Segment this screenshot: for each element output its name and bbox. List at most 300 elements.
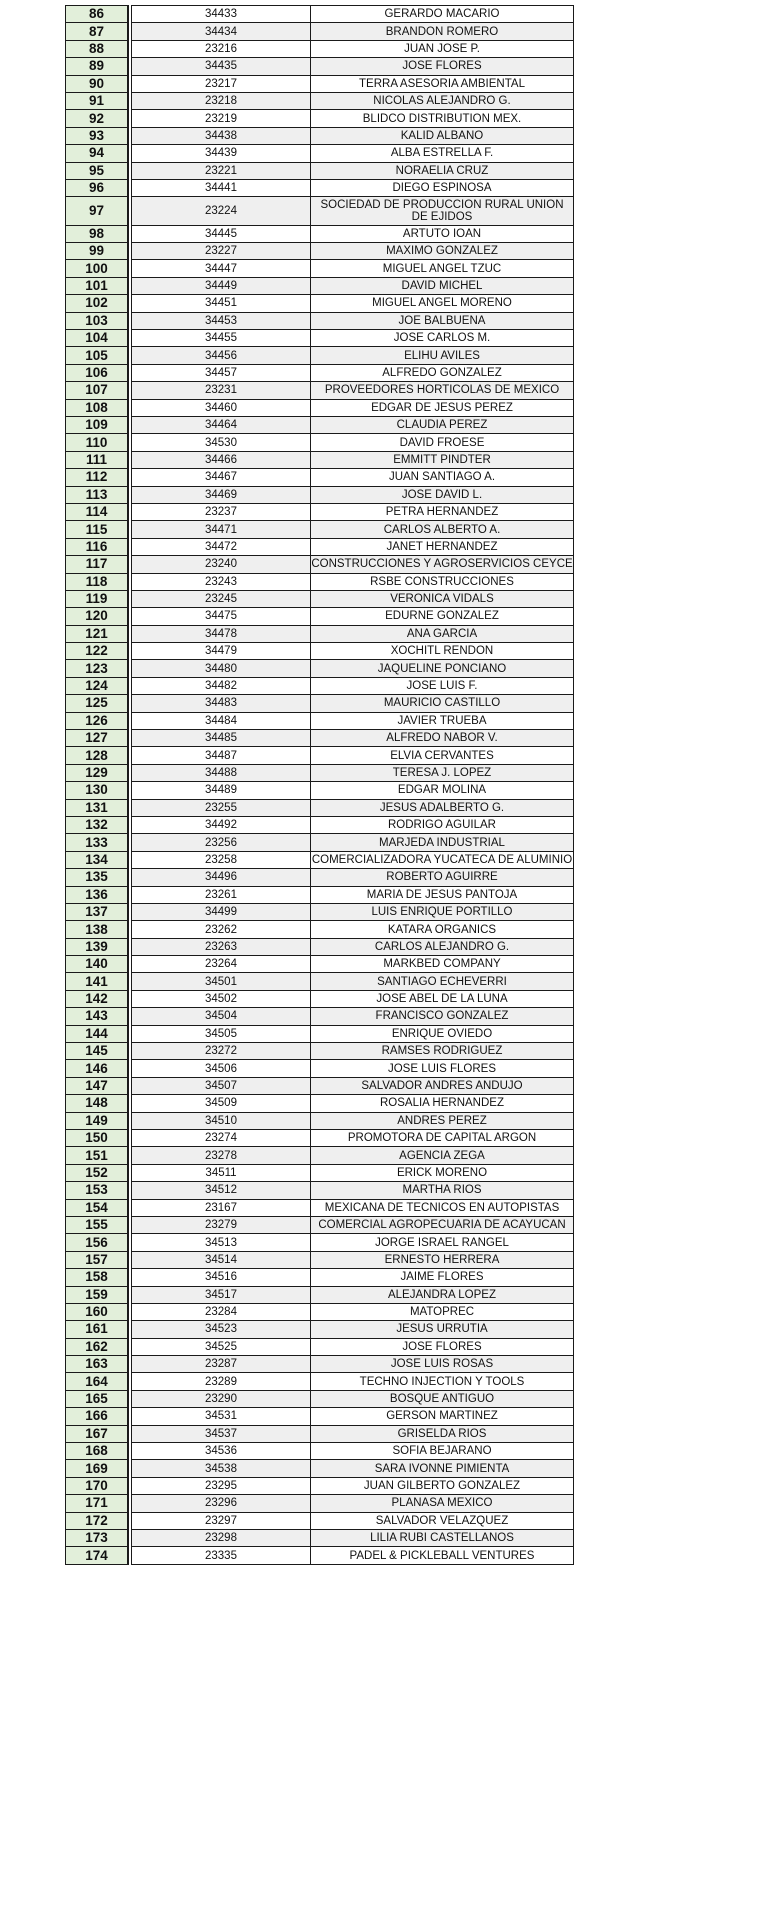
table-row xyxy=(66,277,574,294)
row-number-cell: 136 xyxy=(66,886,129,903)
name-cell: JESUS ADALBERTO G. xyxy=(311,799,574,816)
row-number-cell: 151 xyxy=(66,1147,129,1164)
row-number-cell: 120 xyxy=(66,608,129,625)
code-cell: 34475 xyxy=(132,608,311,625)
name-cell: MAURICIO CASTILLO xyxy=(311,695,574,712)
table-row xyxy=(66,573,574,590)
table-row xyxy=(66,1443,574,1460)
name-cell: MARTHA RIOS xyxy=(311,1182,574,1199)
row-number-cell: 92 xyxy=(66,110,129,127)
name-cell: JUAN GILBERTO GONZALEZ xyxy=(311,1477,574,1494)
row-number-cell: 155 xyxy=(66,1216,129,1233)
code-cell: 34516 xyxy=(132,1269,311,1286)
code-cell: 23221 xyxy=(132,162,311,179)
name-cell: EDGAR DE JESUS PEREZ xyxy=(311,399,574,416)
name-cell: CLAUDIA PEREZ xyxy=(311,416,574,433)
table-row xyxy=(66,23,574,40)
code-cell: 34451 xyxy=(132,295,311,312)
table-row xyxy=(66,145,574,162)
row-number-cell: 110 xyxy=(66,434,129,451)
name-cell: ANA GARCIA xyxy=(311,625,574,642)
row-number-cell: 109 xyxy=(66,416,129,433)
name-cell: JAVIER TRUEBA xyxy=(311,712,574,729)
row-number-cell: 121 xyxy=(66,625,129,642)
table-row xyxy=(66,1251,574,1268)
table-row xyxy=(66,162,574,179)
table-row xyxy=(66,538,574,555)
table-row xyxy=(66,973,574,990)
name-cell: MARIA DE JESUS PANTOJA xyxy=(311,886,574,903)
row-number-cell: 105 xyxy=(66,347,129,364)
name-cell: LUIS ENRIQUE PORTILLO xyxy=(311,903,574,920)
row-number-cell: 119 xyxy=(66,590,129,607)
row-number-cell: 87 xyxy=(66,23,129,40)
table-row xyxy=(66,197,574,225)
table-row xyxy=(66,764,574,781)
table-row xyxy=(66,347,574,364)
code-cell: 23217 xyxy=(132,75,311,92)
table-row xyxy=(66,260,574,277)
name-cell: JOSE LUIS FLORES xyxy=(311,1060,574,1077)
code-cell: 34435 xyxy=(132,58,311,75)
row-number-cell: 126 xyxy=(66,712,129,729)
code-cell: 34512 xyxy=(132,1182,311,1199)
name-cell: PLANASA MEXICO xyxy=(311,1495,574,1512)
name-cell: SANTIAGO ECHEVERRI xyxy=(311,973,574,990)
code-cell: 34456 xyxy=(132,347,311,364)
name-cell: DAVID MICHEL xyxy=(311,277,574,294)
row-number-cell: 168 xyxy=(66,1443,129,1460)
table-row xyxy=(66,521,574,538)
table-row xyxy=(66,1147,574,1164)
table-row xyxy=(66,1025,574,1042)
row-number-cell: 115 xyxy=(66,521,129,538)
row-number-cell: 170 xyxy=(66,1477,129,1494)
name-cell: PADEL & PICKLEBALL VENTURES xyxy=(311,1547,574,1564)
name-cell: ALBA ESTRELLA F. xyxy=(311,145,574,162)
code-cell: 23287 xyxy=(132,1356,311,1373)
code-cell: 23231 xyxy=(132,382,311,399)
code-cell: 23278 xyxy=(132,1147,311,1164)
row-number-cell: 161 xyxy=(66,1321,129,1338)
participants-table xyxy=(65,5,574,1565)
table-row xyxy=(66,1390,574,1407)
row-number-cell: 91 xyxy=(66,92,129,109)
table-row xyxy=(66,40,574,57)
name-cell: JORGE ISRAEL RANGEL xyxy=(311,1234,574,1251)
row-number-cell: 114 xyxy=(66,503,129,520)
code-cell: 23279 xyxy=(132,1216,311,1233)
row-number-cell: 139 xyxy=(66,938,129,955)
code-cell: 34505 xyxy=(132,1025,311,1042)
row-number-cell: 107 xyxy=(66,382,129,399)
table-row xyxy=(66,1495,574,1512)
code-cell: 23263 xyxy=(132,938,311,955)
code-cell: 34433 xyxy=(132,6,311,23)
table-row xyxy=(66,625,574,642)
table-row xyxy=(66,486,574,503)
name-cell: MEXICANA DE TECNICOS EN AUTOPISTAS xyxy=(311,1199,574,1216)
code-cell: 34489 xyxy=(132,782,311,799)
row-number-cell: 157 xyxy=(66,1251,129,1268)
row-number-cell: 113 xyxy=(66,486,129,503)
row-number-cell: 133 xyxy=(66,834,129,851)
table-row xyxy=(66,816,574,833)
code-cell: 34482 xyxy=(132,677,311,694)
code-cell: 23216 xyxy=(132,40,311,57)
name-cell: ELIHU AVILES xyxy=(311,347,574,364)
row-number-cell: 132 xyxy=(66,816,129,833)
table-row xyxy=(66,1460,574,1477)
row-number-cell: 162 xyxy=(66,1338,129,1355)
table-row xyxy=(66,434,574,451)
name-cell: ALEJANDRA LOPEZ xyxy=(311,1286,574,1303)
table-row xyxy=(66,1182,574,1199)
code-cell: 34464 xyxy=(132,416,311,433)
table-row xyxy=(66,330,574,347)
code-cell: 34506 xyxy=(132,1060,311,1077)
name-cell: BOSQUE ANTIGUO xyxy=(311,1390,574,1407)
name-cell: ALFREDO GONZALEZ xyxy=(311,364,574,381)
name-cell: JAQUELINE PONCIANO xyxy=(311,660,574,677)
name-cell: PROMOTORA DE CAPITAL ARGON xyxy=(311,1130,574,1147)
name-cell: RODRIGO AGUILAR xyxy=(311,816,574,833)
code-cell: 34441 xyxy=(132,179,311,196)
name-cell: JOSE ABEL DE LA LUNA xyxy=(311,990,574,1007)
code-cell: 34439 xyxy=(132,145,311,162)
table-row xyxy=(66,312,574,329)
row-number-cell: 118 xyxy=(66,573,129,590)
table-row xyxy=(66,110,574,127)
row-number-cell: 111 xyxy=(66,451,129,468)
code-cell: 34530 xyxy=(132,434,311,451)
name-cell: ELVIA CERVANTES xyxy=(311,747,574,764)
code-cell: 34457 xyxy=(132,364,311,381)
row-number-cell: 172 xyxy=(66,1512,129,1529)
row-number-cell: 167 xyxy=(66,1425,129,1442)
code-cell: 34514 xyxy=(132,1251,311,1268)
code-cell: 34479 xyxy=(132,643,311,660)
code-cell: 34525 xyxy=(132,1338,311,1355)
row-number-cell: 98 xyxy=(66,225,129,242)
row-number-cell: 122 xyxy=(66,643,129,660)
name-cell: MARKBED COMPANY xyxy=(311,956,574,973)
name-cell: JANET HERNANDEZ xyxy=(311,538,574,555)
row-number-cell: 95 xyxy=(66,162,129,179)
table-row xyxy=(66,1425,574,1442)
row-number-cell: 108 xyxy=(66,399,129,416)
code-cell: 34513 xyxy=(132,1234,311,1251)
name-cell: COMERCIALIZADORA YUCATECA DE ALUMINIO xyxy=(311,851,574,868)
table-row xyxy=(66,399,574,416)
table-row xyxy=(66,1043,574,1060)
name-cell: PROVEEDORES HORTICOLAS DE MEXICO xyxy=(311,382,574,399)
name-cell: MATOPREC xyxy=(311,1303,574,1320)
code-cell: 34523 xyxy=(132,1321,311,1338)
table-row xyxy=(66,364,574,381)
name-cell: JOSE DAVID L. xyxy=(311,486,574,503)
code-cell: 34537 xyxy=(132,1425,311,1442)
row-number-cell: 147 xyxy=(66,1077,129,1094)
row-number-cell: 104 xyxy=(66,330,129,347)
code-cell: 34501 xyxy=(132,973,311,990)
name-cell: TERRA ASESORIA AMBIENTAL xyxy=(311,75,574,92)
name-cell: ROSALIA HERNANDEZ xyxy=(311,1095,574,1112)
row-number-cell: 86 xyxy=(66,6,129,23)
name-cell: DAVID FROESE xyxy=(311,434,574,451)
code-cell: 34492 xyxy=(132,816,311,833)
name-cell: SALVADOR ANDRES ANDUJO xyxy=(311,1077,574,1094)
row-number-cell: 153 xyxy=(66,1182,129,1199)
row-number-cell: 125 xyxy=(66,695,129,712)
name-cell: JOSE LUIS ROSAS xyxy=(311,1356,574,1373)
table-row xyxy=(66,1547,574,1564)
code-cell: 23245 xyxy=(132,590,311,607)
name-cell: EDURNE GONZALEZ xyxy=(311,608,574,625)
table-row xyxy=(66,1338,574,1355)
code-cell: 23290 xyxy=(132,1390,311,1407)
row-number-cell: 123 xyxy=(66,660,129,677)
code-cell: 34466 xyxy=(132,451,311,468)
name-cell: NICOLAS ALEJANDRO G. xyxy=(311,92,574,109)
code-cell: 23240 xyxy=(132,556,311,573)
row-number-cell: 135 xyxy=(66,869,129,886)
table-row xyxy=(66,1077,574,1094)
name-cell: ERICK MORENO xyxy=(311,1164,574,1181)
table-row xyxy=(66,799,574,816)
code-cell: 34455 xyxy=(132,330,311,347)
code-cell: 23335 xyxy=(132,1547,311,1564)
code-cell: 34502 xyxy=(132,990,311,1007)
participants-table-body xyxy=(66,6,574,1565)
row-number-cell: 127 xyxy=(66,730,129,747)
row-number-cell: 171 xyxy=(66,1495,129,1512)
table-row xyxy=(66,643,574,660)
name-cell: NORAELIA CRUZ xyxy=(311,162,574,179)
row-number-cell: 124 xyxy=(66,677,129,694)
name-cell: CARLOS ALEJANDRO G. xyxy=(311,938,574,955)
code-cell: 34510 xyxy=(132,1112,311,1129)
name-cell: GERARDO MACARIO xyxy=(311,6,574,23)
name-cell: ROBERTO AGUIRRE xyxy=(311,869,574,886)
table-row xyxy=(66,1477,574,1494)
table-row xyxy=(66,712,574,729)
name-cell: VERONICA VIDALS xyxy=(311,590,574,607)
name-cell: SALVADOR VELAZQUEZ xyxy=(311,1512,574,1529)
name-cell: GRISELDA RIOS xyxy=(311,1425,574,1442)
name-cell: COMERCIAL AGROPECUARIA DE ACAYUCAN xyxy=(311,1216,574,1233)
table-row xyxy=(66,782,574,799)
row-number-cell: 160 xyxy=(66,1303,129,1320)
name-cell: MIGUEL ANGEL TZUC xyxy=(311,260,574,277)
row-number-cell: 143 xyxy=(66,1008,129,1025)
table-row xyxy=(66,590,574,607)
code-cell: 34438 xyxy=(132,127,311,144)
row-number-cell: 159 xyxy=(66,1286,129,1303)
row-number-cell: 129 xyxy=(66,764,129,781)
code-cell: 34449 xyxy=(132,277,311,294)
table-row xyxy=(66,1130,574,1147)
table-row xyxy=(66,243,574,260)
name-cell: MAXIMO GONZALEZ xyxy=(311,243,574,260)
code-cell: 34472 xyxy=(132,538,311,555)
row-number-cell: 131 xyxy=(66,799,129,816)
code-cell: 34536 xyxy=(132,1443,311,1460)
row-number-cell: 106 xyxy=(66,364,129,381)
row-number-cell: 93 xyxy=(66,127,129,144)
name-cell: DIEGO ESPINOSA xyxy=(311,179,574,196)
code-cell: 23262 xyxy=(132,921,311,938)
name-cell: AGENCIA ZEGA xyxy=(311,1147,574,1164)
name-cell: MIGUEL ANGEL MORENO xyxy=(311,295,574,312)
code-cell: 34469 xyxy=(132,486,311,503)
name-cell: ARTUTO IOAN xyxy=(311,225,574,242)
row-number-cell: 140 xyxy=(66,956,129,973)
code-cell: 23255 xyxy=(132,799,311,816)
code-cell: 23227 xyxy=(132,243,311,260)
row-number-cell: 142 xyxy=(66,990,129,1007)
code-cell: 23218 xyxy=(132,92,311,109)
table-row xyxy=(66,1269,574,1286)
code-cell: 23296 xyxy=(132,1495,311,1512)
code-cell: 23219 xyxy=(132,110,311,127)
row-number-cell: 146 xyxy=(66,1060,129,1077)
row-number-cell: 112 xyxy=(66,469,129,486)
table-row xyxy=(66,469,574,486)
table-row xyxy=(66,660,574,677)
table-row xyxy=(66,886,574,903)
table-row xyxy=(66,1529,574,1546)
table-row xyxy=(66,990,574,1007)
code-cell: 23274 xyxy=(132,1130,311,1147)
table-row xyxy=(66,1286,574,1303)
table-row xyxy=(66,938,574,955)
name-cell: CONSTRUCCIONES Y AGROSERVICIOS CEYCE xyxy=(311,556,574,573)
name-cell: CARLOS ALBERTO A. xyxy=(311,521,574,538)
table-row xyxy=(66,1060,574,1077)
row-number-cell: 94 xyxy=(66,145,129,162)
code-cell: 34517 xyxy=(132,1286,311,1303)
name-cell: JUAN JOSE P. xyxy=(311,40,574,57)
table-row xyxy=(66,903,574,920)
table-row xyxy=(66,295,574,312)
row-number-cell: 156 xyxy=(66,1234,129,1251)
name-cell: JOSE LUIS F. xyxy=(311,677,574,694)
table-row xyxy=(66,556,574,573)
code-cell: 34480 xyxy=(132,660,311,677)
row-number-cell: 116 xyxy=(66,538,129,555)
table-row xyxy=(66,1199,574,1216)
name-cell: EMMITT PINDTER xyxy=(311,451,574,468)
row-number-cell: 165 xyxy=(66,1390,129,1407)
code-cell: 34467 xyxy=(132,469,311,486)
row-number-cell: 149 xyxy=(66,1112,129,1129)
table-row xyxy=(66,451,574,468)
name-cell: SOCIEDAD DE PRODUCCION RURAL UNION DE EJIDOS xyxy=(311,197,574,225)
name-cell: RSBE CONSTRUCCIONES xyxy=(311,573,574,590)
name-cell: BLIDCO DISTRIBUTION MEX. xyxy=(311,110,574,127)
code-cell: 23237 xyxy=(132,503,311,520)
table-row xyxy=(66,677,574,694)
table-row xyxy=(66,1234,574,1251)
code-cell: 34487 xyxy=(132,747,311,764)
name-cell: MARJEDA INDUSTRIAL xyxy=(311,834,574,851)
code-cell: 23256 xyxy=(132,834,311,851)
code-cell: 23297 xyxy=(132,1512,311,1529)
row-number-cell: 103 xyxy=(66,312,129,329)
table-row xyxy=(66,1216,574,1233)
name-cell: KALID ALBANO xyxy=(311,127,574,144)
name-cell: JUAN SANTIAGO A. xyxy=(311,469,574,486)
row-number-cell: 99 xyxy=(66,243,129,260)
table-row xyxy=(66,695,574,712)
row-number-cell: 101 xyxy=(66,277,129,294)
table-row xyxy=(66,1164,574,1181)
row-number-cell: 97 xyxy=(66,197,129,225)
name-cell: TECHNO INJECTION Y TOOLS xyxy=(311,1373,574,1390)
name-cell: ANDRES PEREZ xyxy=(311,1112,574,1129)
row-number-cell: 154 xyxy=(66,1199,129,1216)
row-number-cell: 102 xyxy=(66,295,129,312)
row-number-cell: 150 xyxy=(66,1130,129,1147)
code-cell: 34434 xyxy=(132,23,311,40)
row-number-cell: 141 xyxy=(66,973,129,990)
table-row xyxy=(66,6,574,23)
code-cell: 23284 xyxy=(132,1303,311,1320)
name-cell: ENRIQUE OVIEDO xyxy=(311,1025,574,1042)
code-cell: 34478 xyxy=(132,625,311,642)
name-cell: TERESA J. LOPEZ xyxy=(311,764,574,781)
name-cell: EDGAR MOLINA xyxy=(311,782,574,799)
name-cell: JESUS URRUTIA xyxy=(311,1321,574,1338)
code-cell: 34507 xyxy=(132,1077,311,1094)
table-row xyxy=(66,416,574,433)
code-cell: 23258 xyxy=(132,851,311,868)
code-cell: 34496 xyxy=(132,869,311,886)
code-cell: 23295 xyxy=(132,1477,311,1494)
table-row xyxy=(66,75,574,92)
code-cell: 34511 xyxy=(132,1164,311,1181)
row-number-cell: 89 xyxy=(66,58,129,75)
table-row xyxy=(66,608,574,625)
table-row xyxy=(66,747,574,764)
name-cell: RAMSES RODRIGUEZ xyxy=(311,1043,574,1060)
table-row xyxy=(66,92,574,109)
row-number-cell: 134 xyxy=(66,851,129,868)
name-cell: XOCHITL RENDON xyxy=(311,643,574,660)
row-number-cell: 96 xyxy=(66,179,129,196)
code-cell: 34499 xyxy=(132,903,311,920)
code-cell: 23243 xyxy=(132,573,311,590)
row-number-cell: 117 xyxy=(66,556,129,573)
name-cell: FRANCISCO GONZALEZ xyxy=(311,1008,574,1025)
table-row xyxy=(66,1373,574,1390)
row-number-cell: 138 xyxy=(66,921,129,938)
row-number-cell: 90 xyxy=(66,75,129,92)
code-cell: 34453 xyxy=(132,312,311,329)
name-cell: JAIME FLORES xyxy=(311,1269,574,1286)
code-cell: 34460 xyxy=(132,399,311,416)
table-row xyxy=(66,730,574,747)
table-row xyxy=(66,127,574,144)
table-row xyxy=(66,834,574,851)
name-cell: LILIA RUBI CASTELLANOS xyxy=(311,1529,574,1546)
table-row xyxy=(66,1356,574,1373)
code-cell: 23224 xyxy=(132,197,311,225)
name-cell: JOSE FLORES xyxy=(311,1338,574,1355)
code-cell: 34447 xyxy=(132,260,311,277)
row-number-cell: 163 xyxy=(66,1356,129,1373)
